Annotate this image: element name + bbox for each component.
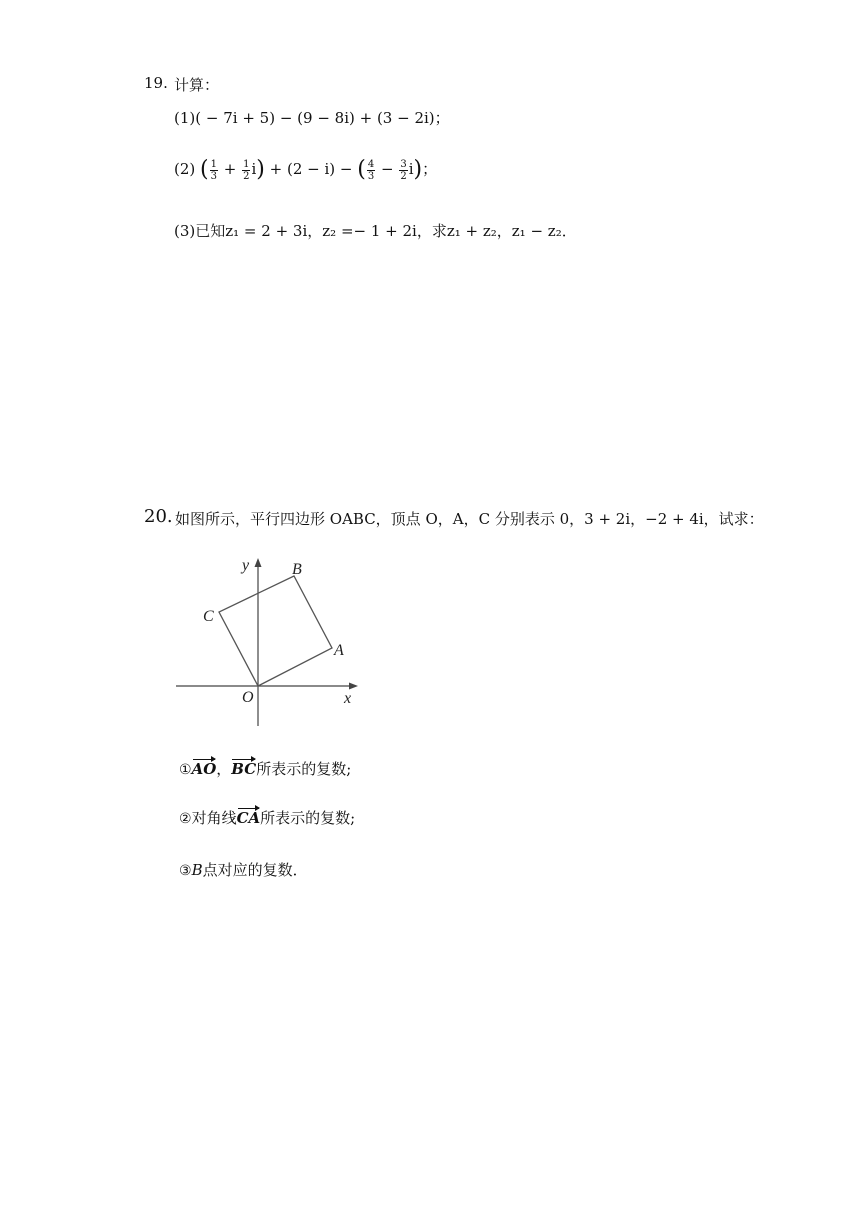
q20-sub1: ①AO，BC所表示的复数; [179, 757, 351, 779]
q19-title: 计算： [174, 76, 220, 94]
circled-three: ③ [179, 863, 192, 879]
point-a-label: A [334, 642, 344, 659]
parallelogram-figure [172, 554, 372, 734]
y-axis-arrow [255, 558, 262, 567]
q20-number: 20. [144, 506, 173, 527]
q19-part1-expr: ( − 7i + 5) − (9 − 8i) + (3 − 2i)； [195, 109, 450, 127]
circled-one: ① [179, 762, 192, 778]
fraction-3-2: $\frac{3}{2}$ [400, 158, 407, 182]
q19-part2-label: (2) [174, 160, 196, 178]
vector-ca: CA [237, 806, 261, 827]
fraction-4-3: $\frac{4}{3}$ [367, 158, 375, 182]
circled-two: ② [179, 811, 192, 827]
parallelogram-oabc [219, 576, 332, 686]
fraction-1-3: $\frac{1}{3}$ [210, 158, 217, 182]
q20-sub3: ③B点对应的复数． [179, 861, 308, 879]
q19-number: 19. [144, 74, 168, 92]
q20-sub3-text: 点对应的复数． [202, 861, 308, 879]
q19-part2: (2) ( $\frac{1}{3}$ + $\frac{1}{2}$ i) + (2 − i) − ( $\frac{4}{3}$ − $\frac{3}{2}$ i)； [174, 157, 438, 182]
point-c-label: C [203, 608, 214, 625]
q20-sub2-text: 所表示的复数; [260, 809, 356, 827]
vector-ao: AO [192, 757, 217, 778]
q20-sub2: ②对角线CA所表示的复数; [179, 806, 355, 828]
q19-part2-mid: + (2 − i) − [269, 160, 353, 178]
point-o-label: O [242, 689, 254, 706]
q19-part3-text: 已知z₁ = 2 + 3i，z₂ =− 1 + 2i，求z₁ + z₂，z₁ − z₂． [195, 222, 577, 240]
q20-stem: 如图所示，平行四边形 OABC，顶点 O，A，C 分别表示 0，3 + 2i，−2 + 4i，试求： [175, 510, 764, 528]
point-b-label: B [292, 561, 302, 578]
q20-sub1-text: 所表示的复数; [256, 760, 352, 778]
vector-bc: BC [231, 757, 256, 778]
y-axis-label: y [242, 557, 250, 574]
q19-part1-label: (1) [174, 109, 196, 127]
q19-part3-label: (3) [174, 222, 196, 240]
x-axis-arrow [349, 683, 358, 690]
q19-part3 [174, 220, 577, 241]
fraction-1-2: $\frac{1}{2}$ [243, 158, 250, 182]
x-axis-label: x [344, 690, 352, 707]
q19-part1 [174, 107, 450, 128]
